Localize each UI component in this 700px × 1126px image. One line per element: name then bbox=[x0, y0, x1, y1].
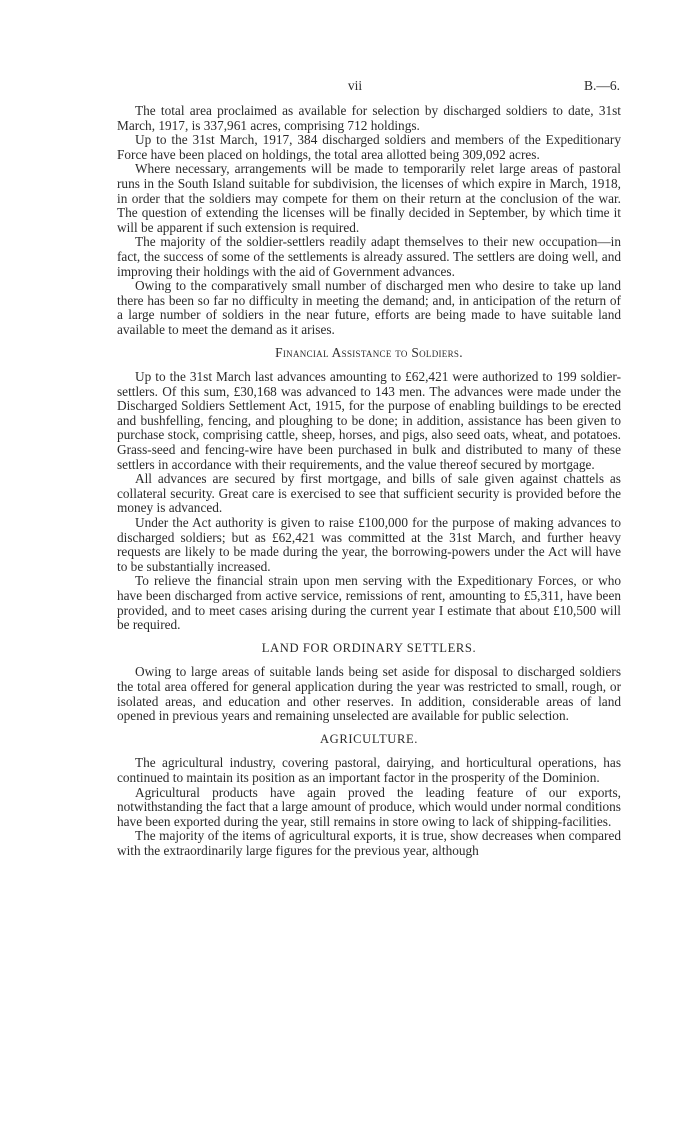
soldier-settlement-section bbox=[117, 104, 621, 338]
paragraph: The majority of the soldier-settlers readily adapt themselves to their new occupation—in fact, the success of some of the settlements is already assured. The settlers are doing well, and improving their holdings with the aid of Government advances. bbox=[117, 234, 621, 279]
page-header bbox=[0, 78, 700, 96]
paragraph: Up to the 31st March last advances amounting to £62,421 were authorized to 199 soldier-settlers. Of this sum, £30,168 was advanced to 143 men. The advances were made under the Discharged Soldiers Settlement Act, 1915, for the purpose of enabling buildings to be erected and bushfelling, fencing, and ploughing to be done; in addition, assistance has been given to purchase stock, comprising cattle, sheep, horses, and pigs, also seed oats, wheat, and potatoes. Grass-seed and fencing-wire have been purchased in bulk and distributed to many of these settlers in accordance with their requirements, and the value thereof secured by mortgage. bbox=[117, 369, 621, 472]
financial-assistance-section bbox=[117, 370, 621, 633]
paragraph: Up to the 31st March, 1917, 384 discharged soldiers and members of the Expeditionary Force have been placed on holdings, the total area allotted being 309,092 acres. bbox=[117, 132, 621, 162]
land-section bbox=[117, 665, 621, 723]
paragraph: Under the Act authority is given to raise £100,000 for the purpose of making advances to discharged soldiers; but as £62,421 was committed at the 31st March, and further heavy requests are likely to be made during the year, the borrowing-powers under the Act will have to be substantially increased. bbox=[117, 515, 621, 574]
paragraph: Where necessary, arrangements will be made to temporarily relet large areas of pastoral runs in the South Island suitable for subdivision, the licenses of which expire in March, 1918, in order that the soldiers may compete for them on their return at the conclusion of the war. The question of extending the licenses will be finally decided in September, by which time it will be apparent if such extension is required. bbox=[117, 161, 621, 235]
paragraph: Agricultural products have again proved the leading feature of our exports, notwithstanding the fact that a large amount of produce, which would under normal conditions have been exported during the year, still remains in store owing to lack of shipping-facilities. bbox=[117, 784, 621, 829]
paragraph: The total area proclaimed as available for selection by discharged soldiers to date, 31st March, 1917, is 337,961 acres, comprising 712 holdings. bbox=[117, 103, 621, 133]
paragraph: The majority of the items of agricultural exports, it is true, show decreases when compared with the extraordinarily large figures for the previous year, although bbox=[117, 828, 621, 858]
body-text bbox=[117, 104, 621, 859]
section-heading-financial-assistance: Financial Assistance to Soldiers. bbox=[275, 344, 463, 360]
document-reference: B.—6. bbox=[583, 78, 620, 93]
section-heading-land-for-ordinary-settlers: LAND FOR ORDINARY SETTLERS. bbox=[261, 640, 477, 655]
agriculture-section bbox=[117, 756, 621, 858]
paragraph: All advances are secured by first mortgage, and bills of sale given against chattels as collateral security. Great care is exercised to see that sufficient security is provided before the money is advanced. bbox=[117, 471, 621, 516]
paragraph: To relieve the financial strain upon men serving with the Expeditionary Forces, or who have been discharged from active service, remissions of rent, amounting to £5,311, have been provided, and to meet cases arising during the current year I estimate that about £10,500 will be required. bbox=[117, 573, 621, 633]
paragraph: Owing to large areas of suitable lands being set aside for disposal to discharged soldiers the total area offered for general application during the year was restricted to small, rough, or isolated areas, and education and other reserves. In addition, considerable areas of land opened in previous years and remaining unselected are available for public selection. bbox=[117, 664, 621, 724]
paragraph: The agricultural industry, covering pastoral, dairying, and horticultural operations, has continued to maintain its position as an important factor in the prosperity of the Dominion. bbox=[117, 755, 621, 785]
paragraph: Owing to the comparatively small number of discharged men who desire to take up land there has been so far no difficulty in meeting the demand; and, in anticipation of the return of a large number of soldiers in the near future, efforts are being made to have suitable land available to meet the demand as it arises. bbox=[117, 278, 621, 337]
page-number: vii bbox=[347, 78, 363, 93]
section-heading-agriculture: AGRICULTURE. bbox=[319, 731, 419, 746]
